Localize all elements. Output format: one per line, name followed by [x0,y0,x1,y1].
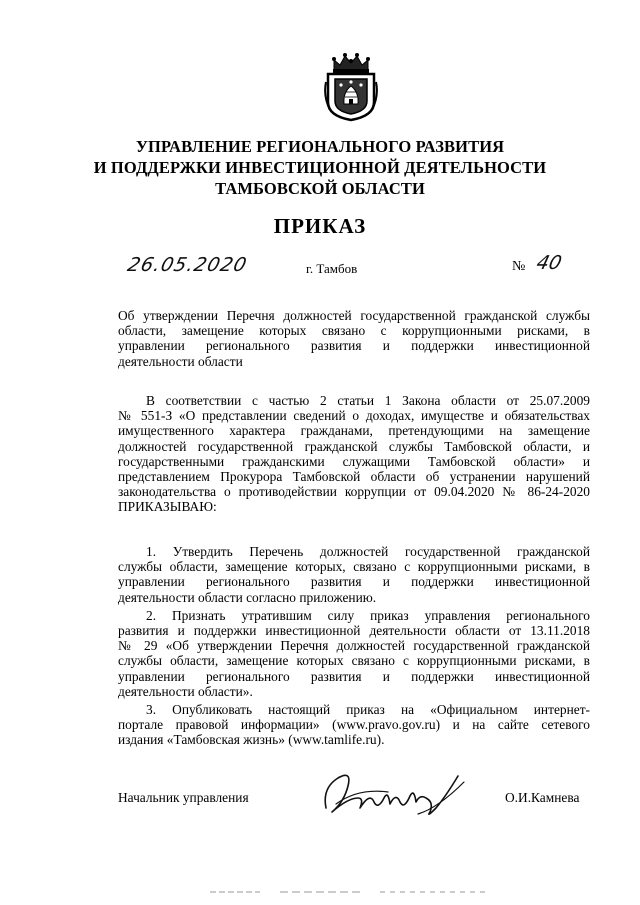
item-line: деятельности области». [118,683,253,699]
preamble-line: ПРИКАЗЫВАЮ: [118,499,217,515]
signatory-position: Начальник управления [118,790,249,805]
order-item [118,702,590,748]
subject-line: области, замещение которых связано с коррупционными рисками, в [118,323,590,339]
organization-name [60,136,580,199]
order-preamble [118,393,590,515]
preamble-line: № 551-З «О представлении сведений о доходах, имуществе и обязательствах [118,408,590,424]
order-subject [118,308,590,369]
subject-line: управлении регионального развития и поддержки инвестиционной [118,338,590,354]
footer-scan-marks [200,889,500,895]
preamble-line: представлением Прокурора Тамбовской области об устранении нарушений [118,468,590,484]
subject-line: Об утверждении Перечня должностей государственной гражданской службы [118,308,590,323]
city-label: г. Тамбов [306,261,358,276]
item-line: управлении регионального развития и поддержки инвестиционной [118,668,590,684]
item-line: деятельности области согласно приложению. [118,589,377,605]
org-line: И ПОДДЕРЖКИ ИНВЕСТИЦИОННОЙ ДЕЯТЕЛЬНОСТИ [93,158,547,177]
item-line: 2. Признать утратившим силу приказ управления регионального [146,607,590,623]
order-item [118,544,590,605]
subject-line: деятельности области [118,353,243,369]
item-line: портале правовой информации» (www.pravo.gov.ru) и на сайте сетевого [118,717,590,733]
preamble-line: имущественного характера гражданами, претендующими на замещение [118,423,590,439]
item-line: службы области, замещение которых связано с коррупционными рисками, в [118,653,590,669]
tambov-coat-of-arms-icon [322,52,380,122]
order-items [118,544,590,747]
document-type-title: ПРИКАЗ [273,214,367,238]
org-line: ТАМБОВСКОЙ ОБЛАСТИ [215,179,425,198]
preamble-line: В соответствии с частью 2 статьи 1 Закона области от 25.07.2009 [146,393,590,408]
handwritten-date: 26.05.2020 [125,254,250,276]
org-line: УПРАВЛЕНИЕ РЕГИОНАЛЬНОГО РАЗВИТИЯ [135,137,505,156]
handwritten-signature [318,768,466,820]
signatory-name: О.И.Камнева [505,790,580,805]
item-line: 3. Опубликовать настоящий приказ на «Официальном интернет- [146,701,590,717]
item-line: управлении регионального развития и поддержки инвестиционной [118,574,590,590]
item-line: развития и поддержки инвестиционной деятельности области от 13.11.2018 [118,622,590,638]
item-line: № 29 «Об утверждении Перечня должностей государственной гражданской [118,638,590,654]
preamble-line: государственными гражданскими служащими Тамбовской области» и [118,453,590,469]
preamble-line: законодательства о противодействии коррупции от 09.04.2020 № 86-24-2020 [118,484,590,500]
item-line: издания «Тамбовская жизнь» (www.tamlife.ru). [118,732,385,748]
item-line: службы области, замещение которых, связано с коррупционными рисками, в [118,559,590,575]
number-label: № [512,259,526,274]
preamble-line: должностей государственной гражданской службы Тамбовской области, и [118,438,590,454]
item-line: 1. Утвердить Перечень должностей государственной гражданской [146,544,590,559]
handwritten-number: 40 [534,252,564,274]
order-item [118,608,590,699]
